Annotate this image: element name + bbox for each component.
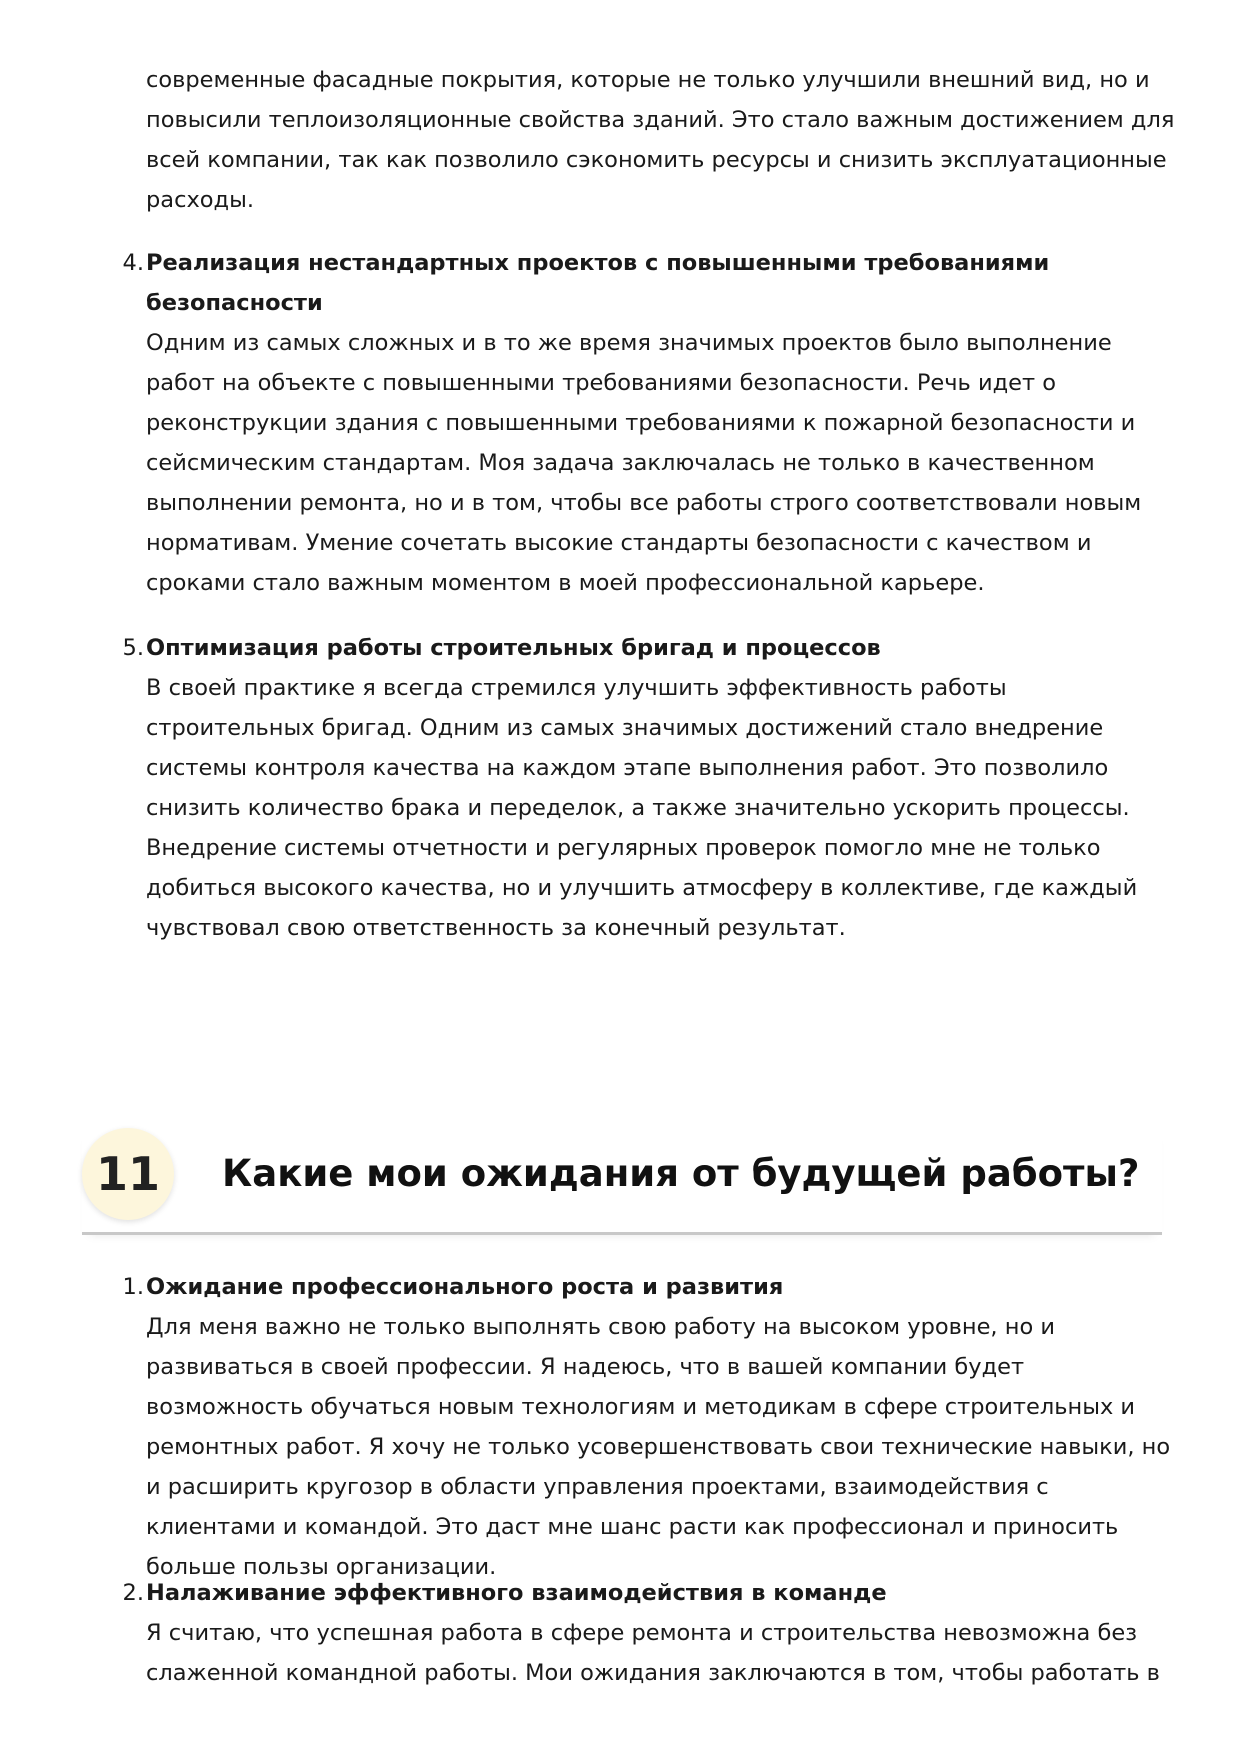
list-item-title: Оптимизация работы строительных бригад и процессов: [146, 635, 881, 661]
list-number: 2.: [122, 1580, 144, 1606]
list-item-4: [122, 243, 1176, 603]
section-title: Какие мои ожидания от будущей работы?: [222, 1152, 1140, 1195]
expectation-item-2: [122, 1573, 1176, 1693]
intro-paragraph: современные фасадные покрытия, которые не только улучшили внешний вид, но и повысили теплоизоляционные свойства зданий. Это стало важным достижением для всей компании, так как позволило сэкономить ресурсы и снизить эксплуатационные расходы.: [146, 67, 1175, 213]
section-header: [82, 1128, 1162, 1235]
list-number: 1.: [122, 1274, 144, 1300]
list-item-body: Я считаю, что успешная работа в сфере ремонта и строительства невозможна без слаженной командной работы. Мои ожидания заключаются в том, чтобы работать в: [146, 1620, 1160, 1686]
list-number: 4.: [122, 250, 144, 276]
list-item-body: В своей практике я всегда стремился улучшить эффективность работы строительных бригад. Одним из самых значимых достижений стало внедрение системы контроля качества на каждом этапе выполнения работ. Это позволило снизить количество брака и переделок, а также значительно ускорить процессы. Внедрение системы отчетности и регулярных проверок помогло мне не только добиться высокого качества, но и улучшить атмосферу в коллективе, где каждый чувствовал свою ответственность за конечный результат.: [146, 675, 1138, 941]
list-item-5: [122, 628, 1176, 948]
list-item-body: Одним из самых сложных и в то же время значимых проектов было выполнение работ на объекте с повышенными требованиями безопасности. Речь идет о реконструкции здания с повышенными требованиями к пожарной безопасности и сейсмическим стандартам. Моя задача заключалась не только в качественном выполнении ремонта, но и в том, чтобы все работы строго соответствовали новым нормативам. Умение сочетать высокие стандарты безопасности с качеством и сроками стало важным моментом в моей профессиональной карьере.: [146, 330, 1142, 596]
list-item-body: Для меня важно не только выполнять свою работу на высоком уровне, но и развиваться в своей профессии. Я надеюсь, что в вашей компании будет возможность обучаться новым технологиям и методикам в сфере строительных и ремонтных работ. Я хочу не только усовершенствовать свои технические навыки, но и расширить кругозор в области управления проектами, взаимодействия с клиентами и командой. Это даст мне шанс расти как профессионал и приносить больше пользы организации.: [146, 1314, 1171, 1580]
expectation-item-1: [122, 1267, 1176, 1587]
list-item-title: Реализация нестандартных проектов с повышенными требованиями безопасности: [146, 250, 1050, 316]
list-item-title: Ожидание профессионального роста и развития: [146, 1274, 784, 1300]
list-item-title: Налаживание эффективного взаимодействия в команде: [146, 1580, 887, 1606]
list-number: 5.: [122, 635, 144, 661]
section-number-badge: 11: [82, 1128, 174, 1220]
